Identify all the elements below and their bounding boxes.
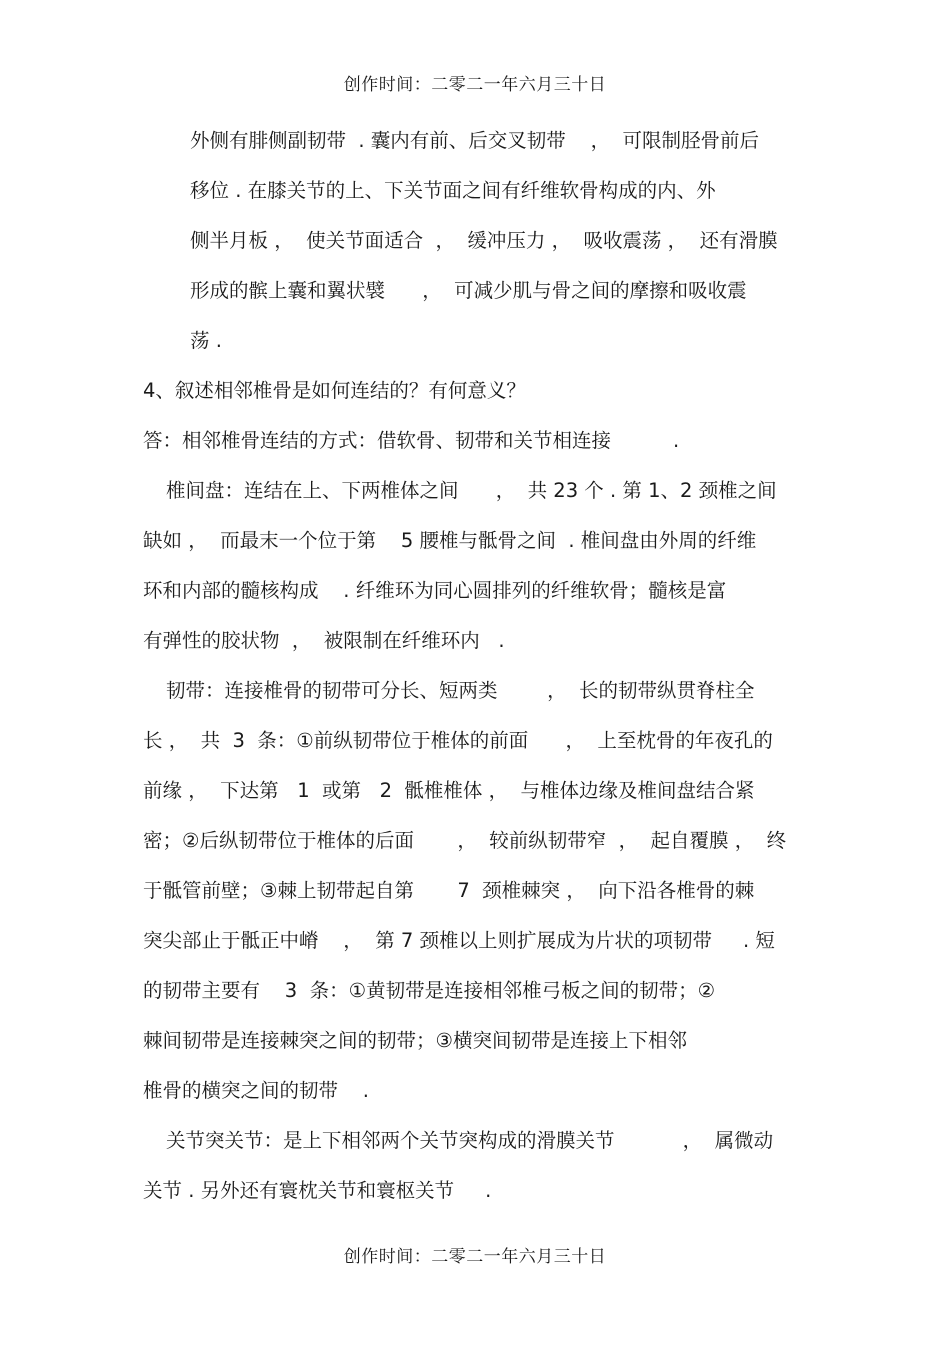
text-line: 关节 . 另外还有寰枕关节和寰枢关节 .: [143, 1179, 492, 1202]
text-line: 椎间盘：连结在上、下两椎体之间 ， 共 23 个 . 第 1、2 颈椎之间: [166, 479, 777, 502]
page-footer: 创作时间：二零二一年六月三十日: [343, 1247, 607, 1267]
text-line: 有弹性的胶状物 ， 被限制在纤维环内 .: [143, 629, 505, 652]
text-line: 密；②后纵韧带位于椎体的后面 ， 较前纵韧带窄 ， 起自覆膜 ， 终: [143, 829, 787, 852]
text-line: 前缘 ， 下达第 1 或第 2 骶椎椎体 ， 与椎体边缘及椎间盘结合紧: [143, 779, 755, 802]
text-line: 椎骨的横突之间的韧带 .: [143, 1079, 369, 1102]
text-line: 侧半月板 ， 使关节面适合 ， 缓冲压力 ， 吸收震荡 ， 还有滑膜: [190, 229, 778, 252]
text-line: 棘间韧带是连接棘突之间的韧带；③横突间韧带是连接上下相邻: [143, 1029, 687, 1052]
answer-line: 答：相邻椎骨连结的方式：借软骨、韧带和关节相连接 .: [143, 429, 680, 452]
text-line: 的韧带主要有 3 条：①黄韧带是连接相邻椎弓板之间的韧带；②: [143, 979, 716, 1002]
page-header: 创作时间：二零二一年六月三十日: [343, 75, 607, 95]
text-line: 韧带：连接椎骨的韧带可分长、短两类 ， 长的韧带纵贯脊柱全: [166, 679, 755, 702]
text-line: 关节突关节：是上下相邻两个关节突构成的滑膜关节 ， 属微动: [166, 1129, 774, 1152]
question-heading: 4、叙述相邻椎骨是如何连结的？有何意义？: [143, 379, 526, 402]
text-line: 荡 .: [190, 329, 222, 352]
text-line: 缺如 ， 而最末一个位于第 5 腰椎与骶骨之间 . 椎间盘由外周的纤维: [143, 529, 757, 552]
text-line: 形成的髌上囊和翼状襞 ， 可减少肌与骨之间的摩擦和吸收震: [190, 279, 747, 302]
text-line: 突尖部止于骶正中嵴 ， 第 7 颈椎以上则扩展成为片状的项韧带 . 短: [143, 929, 775, 952]
text-line: 移位 . 在膝关节的上、下关节面之间有纤维软骨构成的内、外: [190, 179, 716, 202]
text-line: 外侧有腓侧副韧带 . 囊内有前、后交叉韧带 ， 可限制胫骨前后: [190, 129, 759, 152]
text-line: 环和内部的髓核构成 . 纤维环为同心圆排列的纤维软骨；髓核是富: [143, 579, 727, 602]
text-line: 长 ， 共 3 条：①前纵韧带位于椎体的前面 ， 上至枕骨的年夜孔的: [143, 729, 773, 752]
text-line: 于骶管前壁；③棘上韧带起自第 7 颈椎棘突 ， 向下沿各椎骨的棘: [143, 879, 755, 902]
